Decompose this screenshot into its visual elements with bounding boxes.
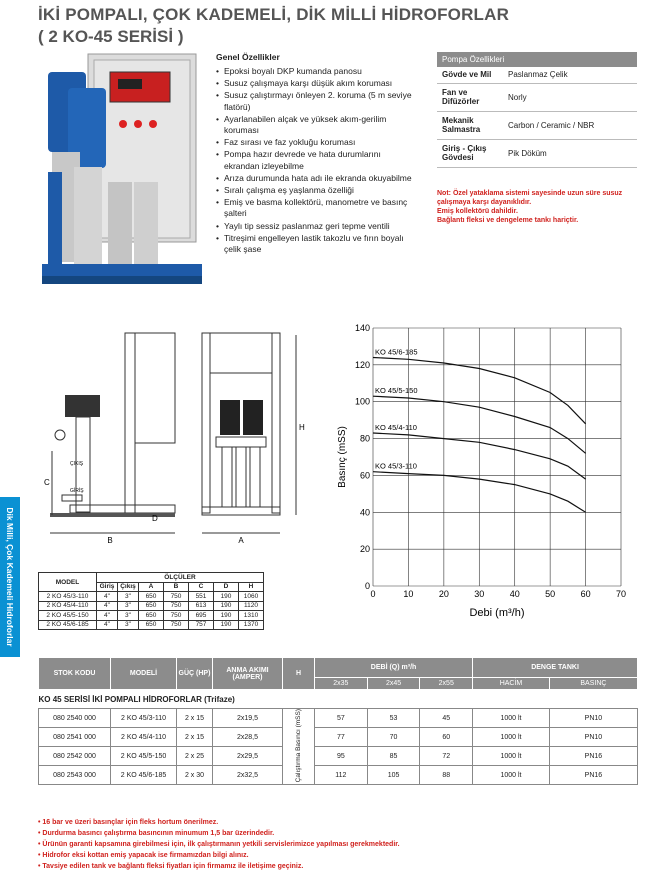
cell: 650 (139, 592, 164, 602)
features-list (216, 66, 416, 256)
feature-item: • Faz sırası ve faz yokluğu koruması (216, 137, 416, 148)
spec-key: Gövde ve Mil (437, 67, 503, 83)
spec-value: Norly (503, 83, 637, 111)
page-subtitle: ( 2 KO-45 SERİSİ ) (38, 27, 184, 46)
cell: 2 KO 45/3-110 (111, 709, 177, 728)
col-tank: DENGE TANKI (473, 658, 638, 678)
feature-item: • Arıza durumunda hata adı ile ekranda okuyabilme (216, 173, 416, 184)
col-flow: DEBİ (Q) m³/h (315, 658, 473, 678)
x-tick-label: 30 (474, 589, 485, 599)
cell: 650 (139, 611, 164, 621)
feature-item: • Epoksi boyalı DKP kumanda panosu (216, 66, 416, 77)
cell: 2 KO 45/6-185 (111, 766, 177, 785)
cell: 750 (164, 592, 189, 602)
y-tick-label: 20 (359, 544, 370, 555)
series-label: KO 45/5-150 (375, 386, 418, 396)
cell: 60 (420, 728, 473, 747)
cell: 4" (97, 620, 118, 630)
cell: 1000 lt (473, 728, 550, 747)
feature-item: • Susuz çalıştırmayı önleyen 2. koruma (5 m seviye flatörü) (216, 90, 416, 112)
dims-col: Giriş (97, 582, 118, 592)
x-axis-label: Debi (m³/h) (469, 607, 525, 619)
cell: 2 KO 45/5-150 (39, 611, 97, 621)
cell: 750 (164, 611, 189, 621)
feature-item: • Sıralı çalışma eş yaşlanma özelliği (216, 185, 416, 196)
x-tick-label: 20 (438, 589, 449, 599)
note-line: Not: Özel yataklama sistemi sayesinde uzun süre susuz çalışmaya karşı dayanıklıdır. (437, 190, 623, 206)
table-row (39, 766, 638, 785)
cell: 2 x 15 (177, 709, 213, 728)
cell: 1060 (239, 592, 264, 602)
cell: 2x29,5 (213, 747, 283, 766)
table-row (39, 747, 638, 766)
feature-item: • Emiş ve basma kollektörü, manometre ve basınç şalteri (216, 197, 416, 219)
spec-key: Giriş - Çıkış Gövdesi (437, 139, 503, 167)
col-power: GÜÇ (HP) (177, 658, 213, 690)
cell: 85 (367, 747, 420, 766)
cell: 2 KO 45/4-110 (39, 601, 97, 611)
y-tick-label: 60 (359, 470, 370, 481)
feature-item: • Titreşimi engelleyen lastik takozlu ve fırın boyalı çelik şase (216, 233, 416, 255)
col-q1: 2x35 (315, 678, 368, 690)
table-row (39, 620, 264, 630)
dims-col: H (239, 582, 264, 592)
cell: 613 (189, 601, 214, 611)
dims-col: D (214, 582, 239, 592)
y-tick-label: 40 (359, 507, 370, 518)
spec-value: Carbon / Ceramic / NBR (503, 111, 637, 139)
cell: 57 (315, 709, 368, 728)
product-image (38, 52, 208, 292)
cell: 3" (118, 611, 139, 621)
product-table (38, 657, 638, 785)
y-tick-label: 120 (354, 359, 370, 370)
x-tick-label: 50 (545, 589, 556, 599)
cell: 190 (214, 620, 239, 630)
col-q3: 2x55 (420, 678, 473, 690)
table-row (39, 592, 264, 602)
cell: 1000 lt (473, 766, 550, 785)
cell: 080 2541 000 (39, 728, 111, 747)
spec-note (437, 189, 637, 225)
y-tick-label: 100 (354, 396, 370, 407)
feature-item: • Susuz çalışmaya karşı düşük akım koruması (216, 78, 416, 89)
side-tab-label: Dik Milli, Çok Kademeli Hidroforlar (5, 507, 15, 647)
pump-specs-table (437, 52, 637, 168)
cell: 53 (367, 709, 420, 728)
cell: PN10 (549, 709, 637, 728)
col-model: MODELİ (111, 658, 177, 690)
vertical-label: Çalıştırma Basıncı (mSS) (295, 708, 302, 783)
cell: 2 KO 45/5-150 (111, 747, 177, 766)
cell: 1000 lt (473, 747, 550, 766)
cell: 2 x 25 (177, 747, 213, 766)
spec-value: Paslanmaz Çelik (503, 67, 637, 83)
footnote: • 16 bar ve üzeri basınçlar için fleks hortum önerilmez. (38, 819, 219, 826)
pump-specs-title: Pompa Özellikleri (437, 52, 637, 67)
technical-drawing (40, 325, 310, 550)
cell: 2x32,5 (213, 766, 283, 785)
spec-key: Mekanik Salmastra (437, 111, 503, 139)
cell: 080 2542 000 (39, 747, 111, 766)
cell: 112 (315, 766, 368, 785)
x-tick-label: 70 (615, 589, 627, 599)
table-row (39, 601, 264, 611)
col-h: H (283, 658, 315, 690)
footnote: • Tavsiye edilen tank ve bağlantı fleksi fiyatları için firmamız ile iletişime geçiniz. (38, 863, 304, 870)
dim-c-label: C (44, 478, 50, 487)
col-current: ANMA AKIMI (AMPER) (213, 658, 283, 690)
dims-model-header: MODEL (39, 573, 97, 592)
dims-col: B (164, 582, 189, 592)
cell: 750 (164, 620, 189, 630)
cell: 105 (367, 766, 420, 785)
dim-d-label: D (152, 514, 158, 523)
cell: 1120 (239, 601, 264, 611)
performance-chart (325, 318, 645, 623)
cell: 2 x 30 (177, 766, 213, 785)
cell: PN16 (549, 747, 637, 766)
col-stock: STOK KODU (39, 658, 111, 690)
footnotes (38, 817, 638, 872)
cell: 2 KO 45/3-110 (39, 592, 97, 602)
cell: 3" (118, 592, 139, 602)
cell: 45 (420, 709, 473, 728)
page-title: İKİ POMPALI, ÇOK KADEMELİ, DİK MİLLİ HİDROFORLAR (38, 5, 510, 24)
table-row (39, 611, 264, 621)
cell: 77 (315, 728, 368, 747)
cell: 650 (139, 601, 164, 611)
cell: PN16 (549, 766, 637, 785)
y-tick-label: 80 (359, 433, 370, 444)
dim-h-label: H (299, 423, 305, 432)
cell: 695 (189, 611, 214, 621)
cell: 4" (97, 592, 118, 602)
dim-a-label: A (238, 536, 244, 545)
spec-key: Fan ve Difüzörler (437, 83, 503, 111)
cell: 95 (315, 747, 368, 766)
x-tick-label: 10 (403, 589, 414, 599)
col-pressure: BASINÇ (549, 678, 637, 690)
cell: 2 KO 45/6-185 (39, 620, 97, 630)
cell: 2 x 15 (177, 728, 213, 747)
col-q2: 2x45 (367, 678, 420, 690)
features-title: Genel Özellikler (216, 52, 280, 62)
cell: 190 (214, 592, 239, 602)
cell: 72 (420, 747, 473, 766)
h-vertical-cell (283, 709, 315, 785)
cell: 1310 (239, 611, 264, 621)
note-line: Bağlantı fleksi ve dengeleme tankı hariçtir. (437, 217, 579, 224)
footnote: • Durdurma basıncı çalıştırma basıncının minumum 1,5 bar üzerindedir. (38, 830, 275, 837)
cell: 4" (97, 601, 118, 611)
feature-item: • Yaylı tip sessiz paslanmaz geri tepme ventili (216, 221, 416, 232)
cell: 080 2540 000 (39, 709, 111, 728)
cell: 190 (214, 601, 239, 611)
cell: 1370 (239, 620, 264, 630)
dims-col: Çıkış (118, 582, 139, 592)
cell: 2x28,5 (213, 728, 283, 747)
series-label: KO 45/3-110 (375, 461, 417, 471)
col-volume: HACİM (473, 678, 550, 690)
table-row (39, 709, 638, 728)
footnote: • Ürünün garanti kapsamına girebilmesi için, ilk çalıştırmanın yetkili servislerimizce yapılması gerekmektedir. (38, 841, 400, 848)
feature-item: • Ayarlanabilen alçak ve yüksek akım-gerilim koruması (216, 114, 416, 136)
cell: 3" (118, 620, 139, 630)
note-line: Emiş kollektörü dahildir. (437, 208, 518, 215)
feature-item: • Pompa hazır devrede ve hata durumlarını ekrandan izleyebilme (216, 149, 416, 171)
cell: 750 (164, 601, 189, 611)
section-side-tab (0, 497, 20, 657)
y-axis-label: Basınç (mSS) (337, 426, 348, 488)
dims-col: A (139, 582, 164, 592)
cell: 70 (367, 728, 420, 747)
spec-value: Pik Döküm (503, 139, 637, 167)
inlet-label: GİRİŞ (70, 488, 84, 494)
dims-group-header: ÖLÇÜLER (97, 573, 264, 583)
cell: 88 (420, 766, 473, 785)
footnote: • Hidrofor eksi kottan emiş yapacak ise firmamızdan bilgi alınız. (38, 852, 249, 859)
y-tick-label: 0 (364, 581, 370, 591)
cell: 757 (189, 620, 214, 630)
x-tick-label: 60 (580, 589, 591, 599)
cell: 551 (189, 592, 214, 602)
x-tick-label: 0 (370, 589, 376, 599)
cell: 3" (118, 601, 139, 611)
dimensions-table (38, 572, 264, 630)
series-label: KO 45/6-185 (375, 347, 418, 357)
series-label: KO 45/4-110 (375, 423, 417, 433)
cell: 650 (139, 620, 164, 630)
cell: 080 2543 000 (39, 766, 111, 785)
outlet-label: ÇIKIŞ (70, 461, 84, 467)
x-tick-label: 40 (509, 589, 520, 599)
cell: 4" (97, 611, 118, 621)
cell: 2 KO 45/4-110 (111, 728, 177, 747)
table-row (39, 728, 638, 747)
table-section-title: KO 45 SERİSİ İKİ POMPALI HİDROFORLAR (Trifaze) (38, 694, 235, 704)
y-tick-label: 140 (354, 323, 370, 333)
dim-b-label: B (107, 536, 113, 545)
cell: PN10 (549, 728, 637, 747)
cell: 2x19,5 (213, 709, 283, 728)
cell: 190 (214, 611, 239, 621)
dims-col: C (189, 582, 214, 592)
cell: 1000 lt (473, 709, 550, 728)
